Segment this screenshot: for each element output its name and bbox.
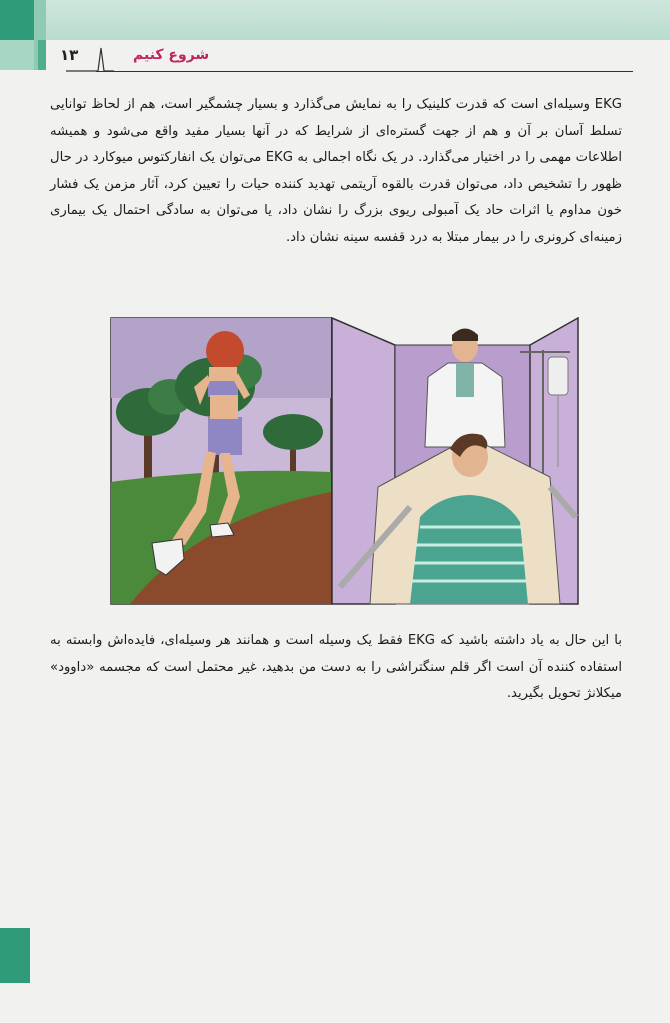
- heartbeat-icon: [66, 42, 114, 74]
- paragraph-conclusion: [50, 628, 622, 708]
- paragraph-text: EKG وسیله‌ای است که قدرت کلینیک را به نمایش می‌گذارد و بسیار چشمگیر است، هم از لحاظ توانایی تسلط آسان بر آن و هم از جهت گستره‌ای از شرایط که در آنها بسیار مفید واقع می‌شود و همیشه اطلاعات مهمی را در اختیار می‌گذارد. در یک نگاه اجمالی به EKG می‌توان یک انفارکتوس میوکارد در حال ظهور را تشخیص داد، می‌توان قدرت بالقوه آریتمی تهدید کننده حیات را تعیین کرد، آثار مزمن یک فشار خون مداوم یا اثرات حاد یک آمبولی ریوی بزرگ را نشان داد، یا می‌توان به سادگی احتمال یک بیماری زمینه‌ای کرونری را در بیمار مبتلا به درد قفسه سینه نشان داد.: [50, 97, 622, 245]
- header-rule: [96, 71, 633, 72]
- corner-decoration-strip: [38, 40, 46, 70]
- corner-decoration: [0, 0, 34, 40]
- thumb-index-tab: [0, 928, 30, 983]
- patient-panel: [332, 318, 578, 604]
- corner-decoration-strip: [0, 40, 34, 70]
- page-number: ۱۳: [60, 46, 79, 64]
- paragraph-text: با این حال به یاد داشته باشید که EKG فقط یک وسیله است و همانند هر وسیله‌ای، فایده‌اش وابسته به استفاده کننده آن است اگر قلم سنگتراشی را به دست من بدهید، غیر محتمل است که مجسمه «داوود» میکلانژ تحویل بگیرید.: [50, 633, 622, 701]
- runner-panel: [111, 318, 331, 604]
- paragraph-intro: [50, 92, 622, 251]
- illustration-runner-and-patient: [110, 317, 580, 607]
- chapter-title: شروع کنیم: [133, 47, 210, 63]
- top-color-band: [0, 0, 670, 40]
